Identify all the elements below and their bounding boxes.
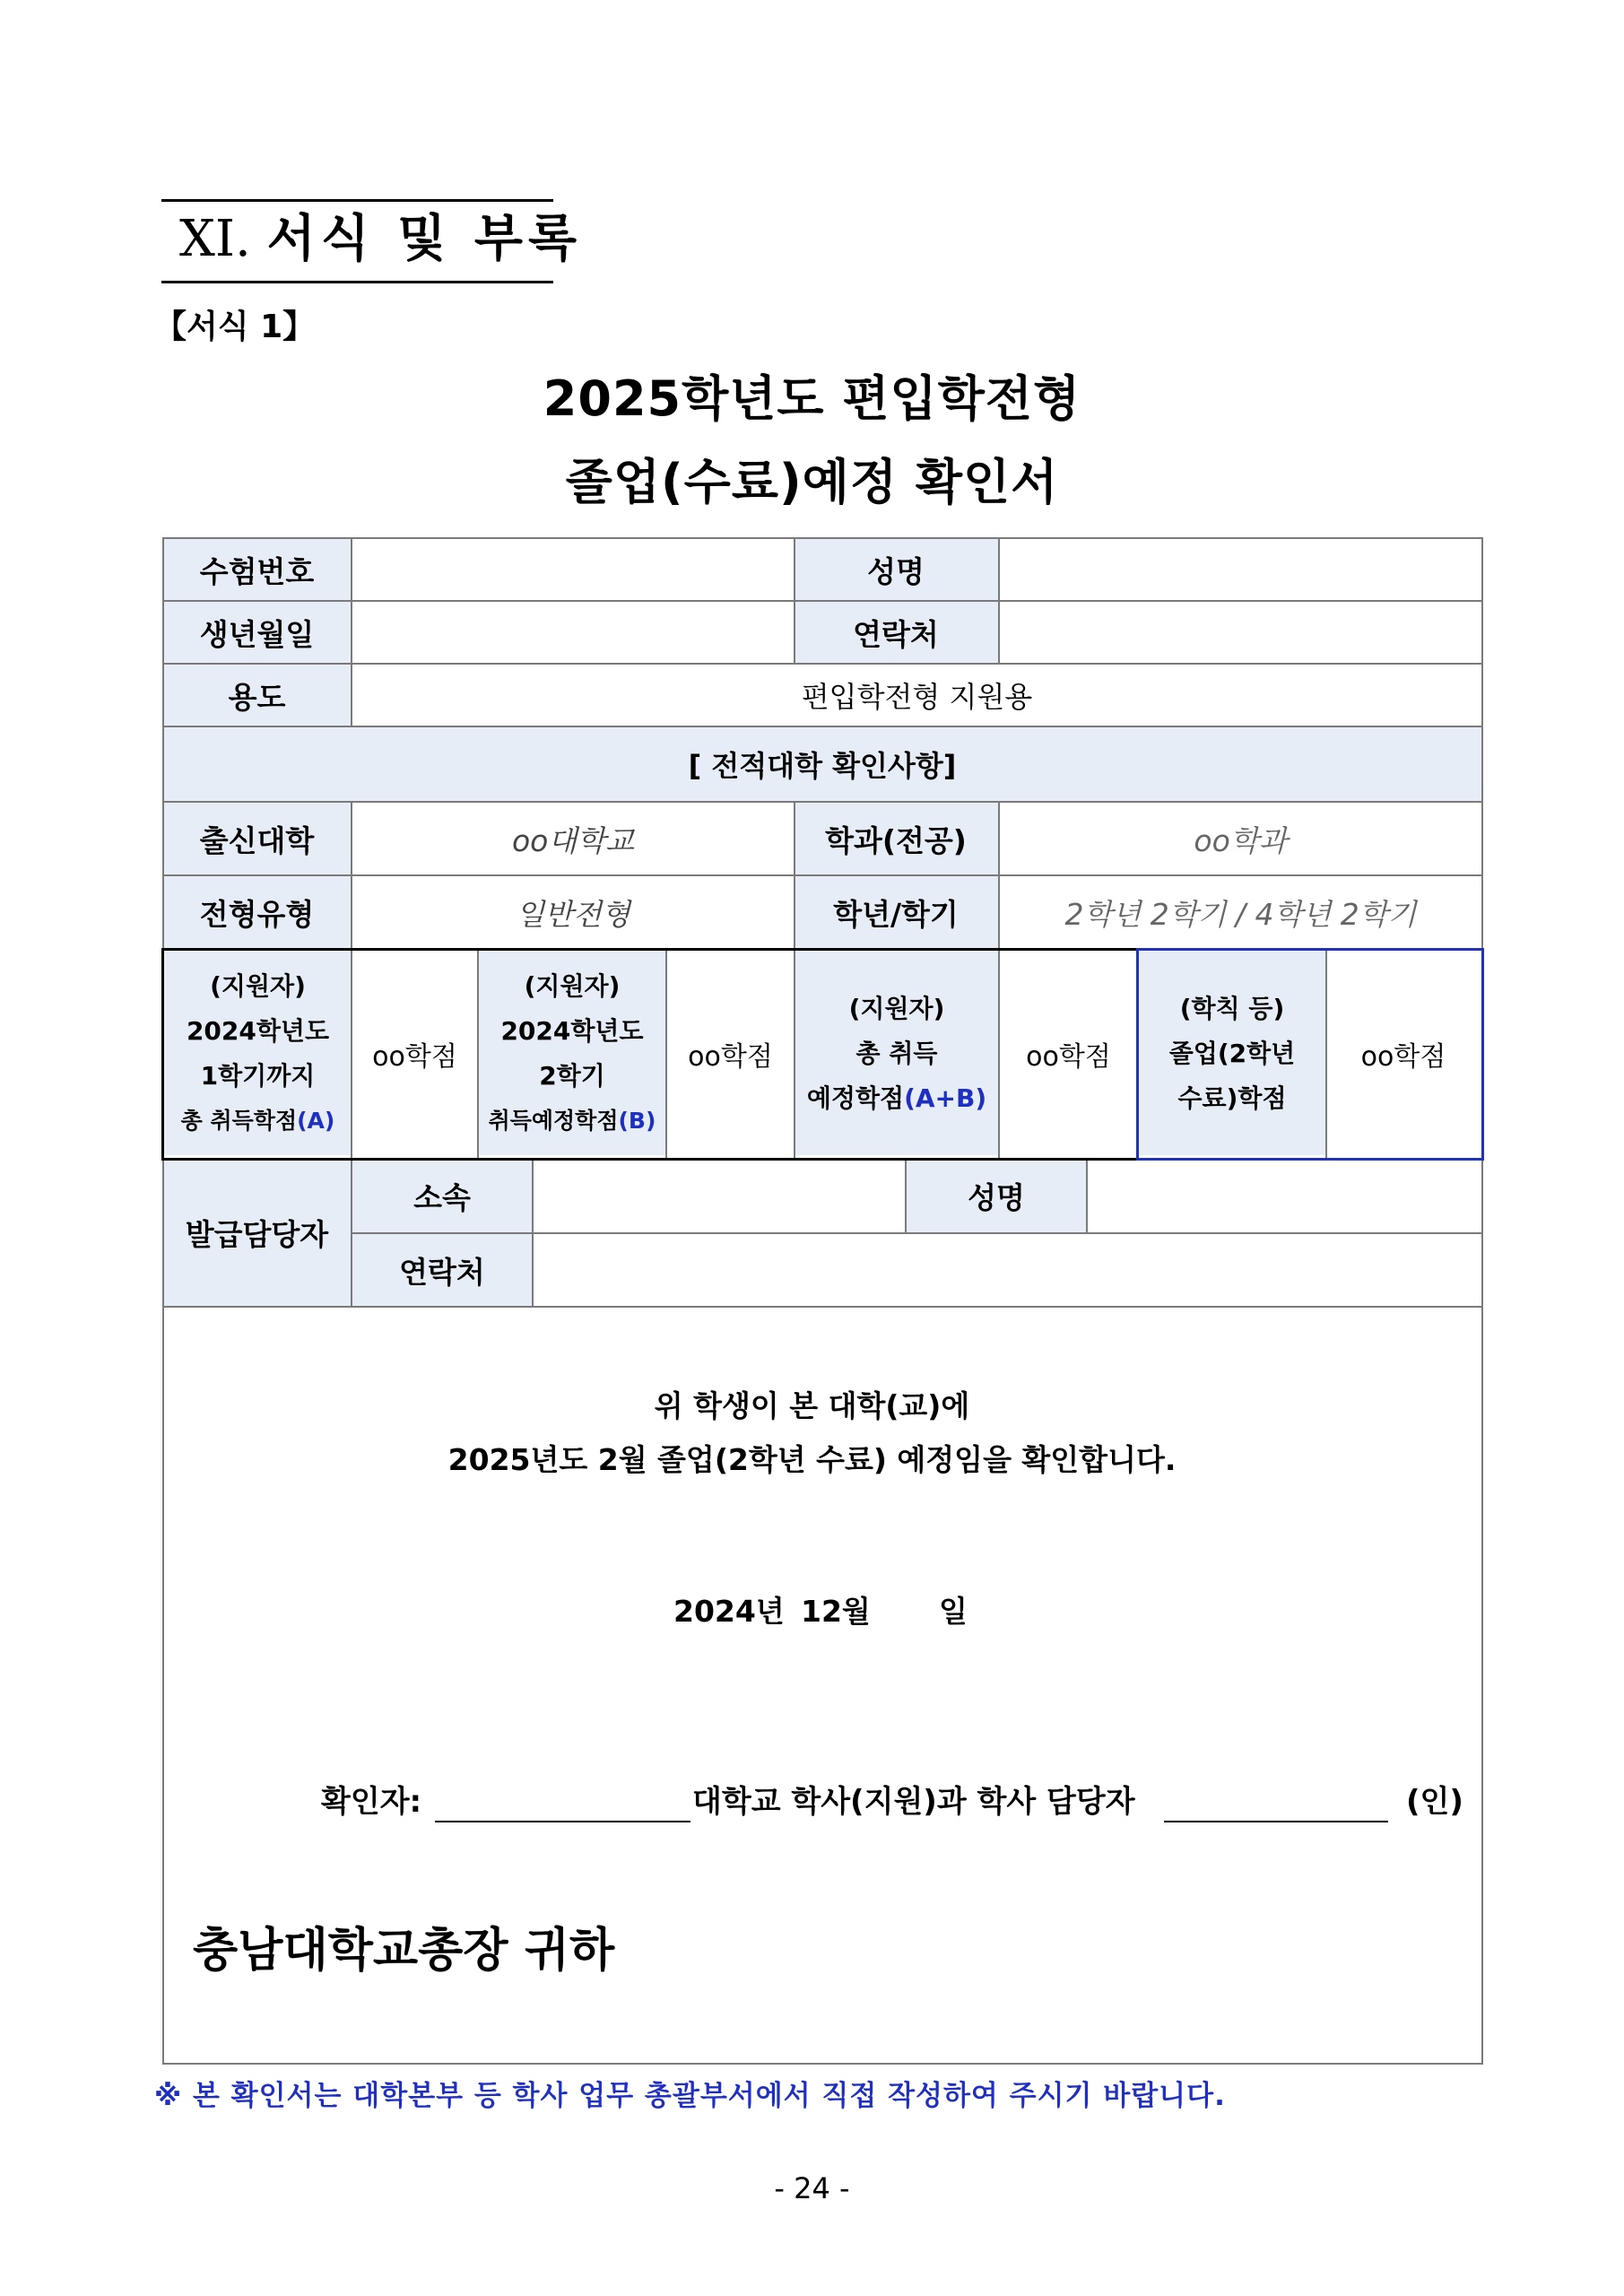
section-heading: [179, 208, 582, 271]
statement-line1: 위 학생이 본 대학(교)에: [654, 1388, 970, 1423]
issuer-label: 발급담당자: [185, 1216, 329, 1252]
credit-ab-label: (지원자) 총 취득 예정학점(A+B): [806, 994, 987, 1113]
issuer-contact-field[interactable]: [534, 1234, 1481, 1306]
contact-field[interactable]: [1000, 601, 1481, 664]
credit-b-value[interactable]: oo학점: [688, 1041, 773, 1073]
admission-type-value[interactable]: 일반전형: [516, 896, 630, 932]
year-semester-value[interactable]: 2학년 2학기 / 4학년 2학기: [1064, 896, 1417, 932]
section-roman: XI.: [179, 210, 251, 268]
credit-grad-value[interactable]: oo학점: [1360, 1041, 1446, 1073]
university-label: 출신대학: [199, 822, 315, 858]
name-field[interactable]: [1000, 538, 1481, 601]
doc-title-line2: 졸업(수료)예정 확인서: [565, 454, 1059, 510]
date-month: 12월: [801, 1594, 871, 1629]
credit-ab-value[interactable]: oo학점: [1026, 1041, 1111, 1073]
rule-issuer-bottom: [162, 1306, 1483, 1308]
confirmer-university-blank[interactable]: [435, 1821, 690, 1822]
date-year: 2024년: [673, 1594, 785, 1629]
credit-a-label: (지원자) 2024학년도 1학기까지 총 취득학점(A): [180, 971, 335, 1134]
statement-line2: 2025년도 2월 졸업(2학년 수료) 예정임을 확인합니다.: [447, 1442, 1177, 1477]
exam-no-field[interactable]: [352, 538, 794, 601]
confirmer-middle-text: 대학교 학사(지원)과 학사 담당자: [692, 1784, 1135, 1820]
birth-field[interactable]: [352, 601, 794, 664]
confirmer-seal: (인): [1406, 1784, 1463, 1820]
form-label: 【서식 1】: [154, 309, 316, 345]
birth-label: 생년월일: [199, 616, 315, 652]
name-label: 성명: [867, 553, 925, 589]
confirmer-label: 확인자:: [321, 1784, 422, 1820]
credit-b-label: (지원자) 2024학년도 2학기 취득예정학점(B): [488, 971, 656, 1134]
notice: ※ 본 확인서는 대학본부 등 학사 업무 총괄부서에서 직접 작성하여 주시기 바랍니다.: [154, 2080, 1226, 2112]
exam-no-label: 수험번호: [199, 553, 315, 589]
addressee: 충남대학교총장 귀하: [193, 1924, 615, 1978]
issuer-contact-label: 연락처: [399, 1254, 485, 1290]
date-day: 일: [939, 1594, 968, 1629]
purpose-value: 편입학전형 지원용: [801, 680, 1033, 714]
table-border-bottom: [162, 2063, 1483, 2065]
section-title: 서식 및 부록: [266, 210, 583, 268]
section-header: [ 전적대학 확인사항]: [688, 749, 957, 783]
issuer-name-label: 성명: [968, 1179, 1025, 1215]
credit-grad-label: (학칙 등) 졸업(2학년 수료)학점: [1168, 994, 1296, 1113]
doc-title-line1: 2025학년도 편입학전형: [543, 370, 1081, 427]
credit-a-value[interactable]: oo학점: [372, 1041, 457, 1073]
issuer-affiliation-field[interactable]: [534, 1159, 905, 1232]
admission-type-label: 전형유형: [199, 896, 315, 932]
year-semester-label: 학년/학기: [833, 896, 959, 932]
department-label: 학과(전공): [825, 822, 967, 858]
purpose-label: 용도: [228, 679, 286, 715]
section-rule-bottom: [161, 281, 553, 283]
university-value[interactable]: oo대학교: [511, 822, 634, 858]
issuer-affiliation-label: 소속: [413, 1179, 471, 1215]
confirmer-name-blank[interactable]: [1164, 1821, 1388, 1822]
section-rule-top: [161, 199, 553, 202]
page-number: - 24 -: [774, 2171, 850, 2205]
issuer-name-field[interactable]: [1088, 1159, 1481, 1232]
contact-label: 연락처: [853, 616, 939, 652]
department-value[interactable]: oo학과: [1194, 822, 1288, 858]
table-border-right: [1481, 537, 1483, 2065]
